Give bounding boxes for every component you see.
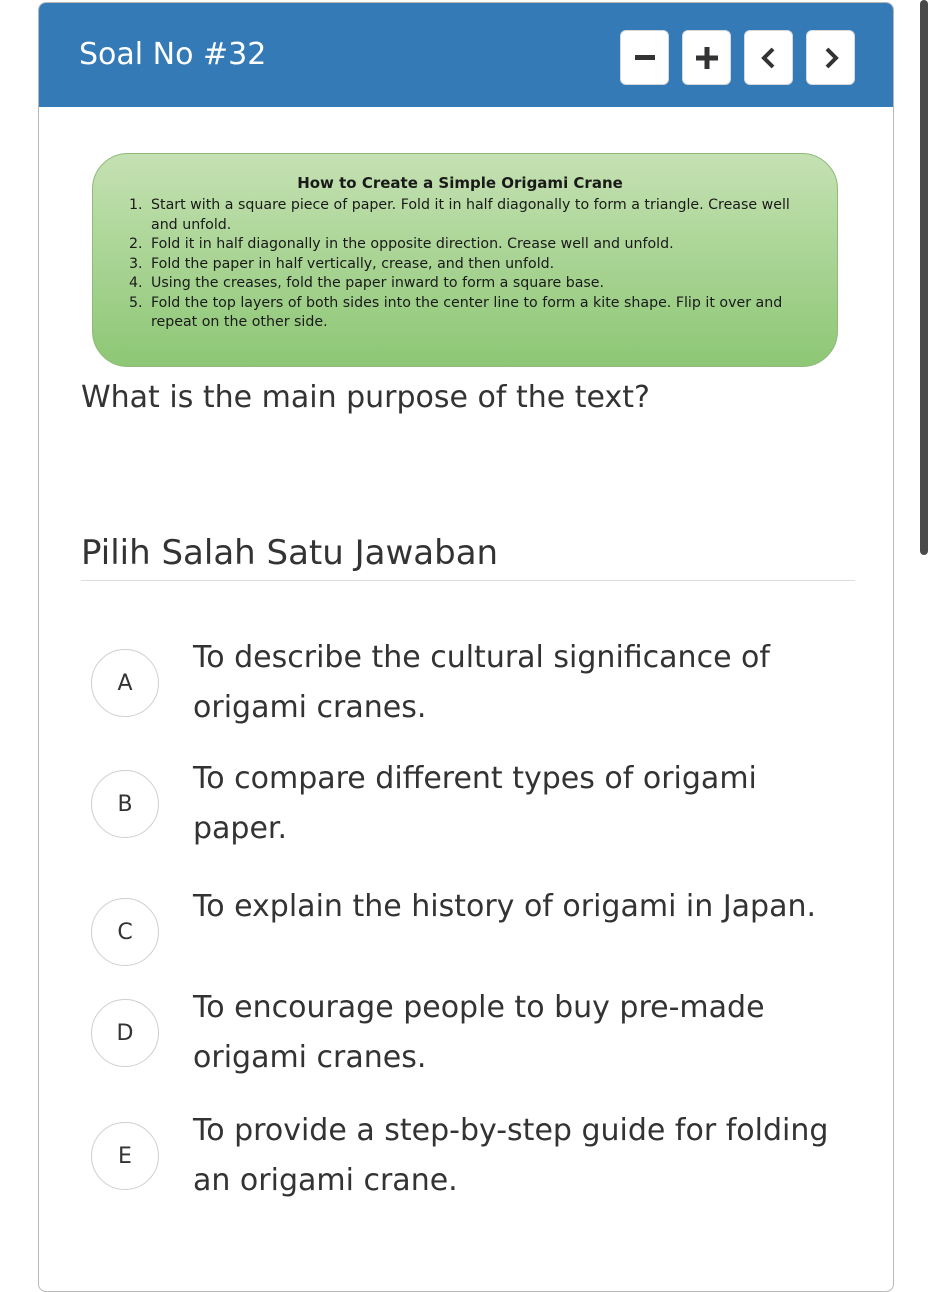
passage-step: 5. Fold the top layers of both sides into the center line to form a kite shape. Flip it over and repeat on the other side. <box>147 294 803 333</box>
previous-question-button[interactable] <box>744 30 793 85</box>
passage-step: 2. Fold it in half diagonally in the opposite direction. Crease well and unfold. <box>147 235 803 255</box>
divider <box>81 580 855 581</box>
option-letter[interactable]: A <box>91 649 159 717</box>
chevron-left-icon <box>761 47 777 69</box>
next-question-button[interactable] <box>806 30 855 85</box>
minus-icon <box>635 55 655 60</box>
option-text: To compare different types of origami paper. <box>193 761 757 846</box>
question-card <box>38 2 894 1292</box>
zoom-out-button[interactable] <box>620 30 669 85</box>
option-text: To explain the history of origami in Japan. <box>193 889 817 924</box>
passage-step: 1. Start with a square piece of paper. Fold it in half diagonally to form a triangle. Crease well and unfold. <box>147 196 803 235</box>
reading-passage <box>92 153 838 367</box>
option-letter[interactable]: E <box>91 1122 159 1190</box>
option-text: To provide a step-by-step guide for folding an origami crane. <box>193 1113 829 1198</box>
plus-icon <box>696 47 718 69</box>
option-letter[interactable]: C <box>91 898 159 966</box>
question-text: What is the main purpose of the text? <box>81 380 650 415</box>
answer-section-heading: Pilih Salah Satu Jawaban <box>81 533 499 573</box>
question-header <box>39 3 893 107</box>
option-letter[interactable]: D <box>91 999 159 1067</box>
passage-steps <box>117 196 803 333</box>
option-text: To encourage people to buy pre-made origami cranes. <box>193 990 765 1075</box>
question-number-title: Soal No #32 <box>79 37 267 72</box>
passage-step: 3. Fold the paper in half vertically, crease, and then unfold. <box>147 255 803 275</box>
chevron-right-icon <box>823 47 839 69</box>
zoom-in-button[interactable] <box>682 30 731 85</box>
option-letter[interactable]: B <box>91 770 159 838</box>
option-text: To describe the cultural significance of origami cranes. <box>193 640 770 725</box>
scrollbar-thumb[interactable] <box>920 0 928 555</box>
passage-title: How to Create a Simple Origami Crane <box>297 174 623 192</box>
passage-step: 4. Using the creases, fold the paper inward to form a square base. <box>147 274 803 294</box>
